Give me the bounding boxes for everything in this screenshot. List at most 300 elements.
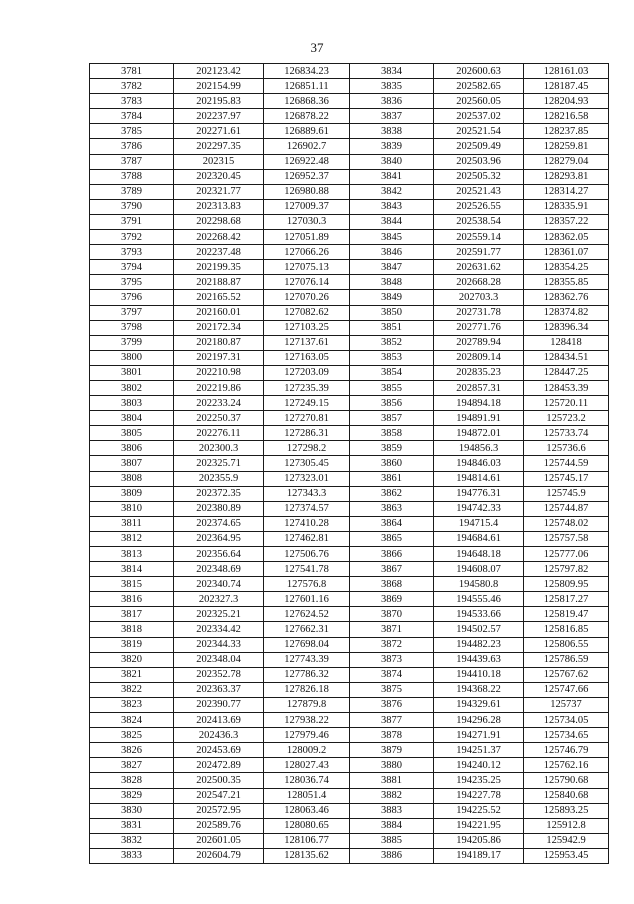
x-coordinate-left-cell: 202436.3: [174, 728, 264, 743]
x-coordinate-left-cell: 202356.64: [174, 547, 264, 562]
x-coordinate-left-cell: 202344.33: [174, 637, 264, 652]
y-coordinate-right-cell: 125736.6: [524, 441, 609, 456]
point-number-right-cell: 3858: [350, 426, 434, 441]
y-coordinate-left-cell: 127343.3: [264, 486, 350, 501]
table-row: [90, 380, 609, 395]
point-number-left-cell: 3809: [90, 486, 174, 501]
x-coordinate-right-cell: 202771.76: [434, 320, 524, 335]
point-number-left-cell: 3832: [90, 833, 174, 848]
y-coordinate-left-cell: 128135.62: [264, 848, 350, 863]
point-number-left-cell: 3811: [90, 516, 174, 531]
table-row: [90, 531, 609, 546]
y-coordinate-left-cell: 127506.76: [264, 547, 350, 562]
y-coordinate-right-cell: 128361.07: [524, 245, 609, 260]
point-number-right-cell: 3876: [350, 697, 434, 712]
y-coordinate-right-cell: 128161.03: [524, 64, 609, 79]
x-coordinate-right-cell: 202559.14: [434, 230, 524, 245]
x-coordinate-left-cell: 202210.98: [174, 365, 264, 380]
x-coordinate-right-cell: 202521.43: [434, 184, 524, 199]
point-number-right-cell: 3860: [350, 456, 434, 471]
table-row: [90, 79, 609, 94]
point-number-left-cell: 3800: [90, 350, 174, 365]
y-coordinate-right-cell: 128418: [524, 335, 609, 350]
table-row: [90, 501, 609, 516]
point-number-left-cell: 3797: [90, 305, 174, 320]
y-coordinate-right-cell: 125757.58: [524, 531, 609, 546]
point-number-left-cell: 3810: [90, 501, 174, 516]
table-row: [90, 214, 609, 229]
x-coordinate-right-cell: 202538.54: [434, 214, 524, 229]
x-coordinate-right-cell: 202835.23: [434, 365, 524, 380]
y-coordinate-right-cell: 125737: [524, 697, 609, 712]
point-number-left-cell: 3819: [90, 637, 174, 652]
coordinates-table: [89, 63, 609, 864]
point-number-left-cell: 3781: [90, 64, 174, 79]
y-coordinate-left-cell: 128080.65: [264, 818, 350, 833]
y-coordinate-left-cell: 127076.14: [264, 275, 350, 290]
point-number-right-cell: 3864: [350, 516, 434, 531]
y-coordinate-left-cell: 127137.61: [264, 335, 350, 350]
point-number-left-cell: 3831: [90, 818, 174, 833]
point-number-right-cell: 3867: [350, 562, 434, 577]
table-row: [90, 396, 609, 411]
point-number-left-cell: 3805: [90, 426, 174, 441]
point-number-right-cell: 3869: [350, 592, 434, 607]
table-row: [90, 743, 609, 758]
point-number-left-cell: 3786: [90, 139, 174, 154]
y-coordinate-left-cell: 127051.89: [264, 230, 350, 245]
x-coordinate-right-cell: 202703.3: [434, 290, 524, 305]
y-coordinate-left-cell: 127786.32: [264, 667, 350, 682]
coordinates-table-body: [90, 64, 609, 864]
point-number-right-cell: 3840: [350, 154, 434, 169]
y-coordinate-left-cell: 127066.26: [264, 245, 350, 260]
point-number-right-cell: 3835: [350, 79, 434, 94]
x-coordinate-left-cell: 202315: [174, 154, 264, 169]
y-coordinate-right-cell: 125767.62: [524, 667, 609, 682]
table-row: [90, 788, 609, 803]
table-row: [90, 728, 609, 743]
x-coordinate-left-cell: 202197.31: [174, 350, 264, 365]
y-coordinate-right-cell: 125747.66: [524, 682, 609, 697]
y-coordinate-left-cell: 128063.46: [264, 803, 350, 818]
x-coordinate-left-cell: 202321.77: [174, 184, 264, 199]
y-coordinate-left-cell: 128051.4: [264, 788, 350, 803]
point-number-right-cell: 3842: [350, 184, 434, 199]
x-coordinate-left-cell: 202195.83: [174, 94, 264, 109]
y-coordinate-left-cell: 127662.31: [264, 622, 350, 637]
point-number-right-cell: 3868: [350, 577, 434, 592]
x-coordinate-left-cell: 202500.35: [174, 773, 264, 788]
point-number-right-cell: 3886: [350, 848, 434, 863]
y-coordinate-left-cell: 127298.2: [264, 441, 350, 456]
point-number-left-cell: 3801: [90, 365, 174, 380]
x-coordinate-right-cell: 202526.55: [434, 199, 524, 214]
y-coordinate-right-cell: 125720.11: [524, 396, 609, 411]
x-coordinate-left-cell: 202340.74: [174, 577, 264, 592]
y-coordinate-left-cell: 128009.2: [264, 743, 350, 758]
point-number-right-cell: 3843: [350, 199, 434, 214]
y-coordinate-left-cell: 127249.15: [264, 396, 350, 411]
table-row: [90, 64, 609, 79]
x-coordinate-right-cell: 194776.31: [434, 486, 524, 501]
y-coordinate-left-cell: 128027.43: [264, 758, 350, 773]
y-coordinate-left-cell: 127826.18: [264, 682, 350, 697]
table-row: [90, 290, 609, 305]
table-row: [90, 848, 609, 863]
x-coordinate-left-cell: 202268.42: [174, 230, 264, 245]
point-number-right-cell: 3834: [350, 64, 434, 79]
x-coordinate-left-cell: 202547.21: [174, 788, 264, 803]
y-coordinate-left-cell: 126952.37: [264, 169, 350, 184]
point-number-left-cell: 3788: [90, 169, 174, 184]
x-coordinate-left-cell: 202276.11: [174, 426, 264, 441]
x-coordinate-left-cell: 202233.24: [174, 396, 264, 411]
x-coordinate-left-cell: 202334.42: [174, 622, 264, 637]
point-number-left-cell: 3783: [90, 94, 174, 109]
x-coordinate-left-cell: 202250.37: [174, 411, 264, 426]
y-coordinate-right-cell: 128335.91: [524, 199, 609, 214]
table-row: [90, 667, 609, 682]
point-number-left-cell: 3826: [90, 743, 174, 758]
table-row: [90, 682, 609, 697]
x-coordinate-right-cell: 202582.65: [434, 79, 524, 94]
y-coordinate-right-cell: 125734.05: [524, 713, 609, 728]
point-number-left-cell: 3817: [90, 607, 174, 622]
x-coordinate-left-cell: 202380.89: [174, 501, 264, 516]
point-number-left-cell: 3822: [90, 682, 174, 697]
x-coordinate-right-cell: 194846.03: [434, 456, 524, 471]
x-coordinate-left-cell: 202154.99: [174, 79, 264, 94]
table-row: [90, 154, 609, 169]
point-number-left-cell: 3796: [90, 290, 174, 305]
x-coordinate-left-cell: 202165.52: [174, 290, 264, 305]
point-number-right-cell: 3855: [350, 380, 434, 395]
y-coordinate-left-cell: 127009.37: [264, 199, 350, 214]
point-number-right-cell: 3870: [350, 607, 434, 622]
point-number-right-cell: 3854: [350, 365, 434, 380]
point-number-right-cell: 3844: [350, 214, 434, 229]
y-coordinate-right-cell: 125942.9: [524, 833, 609, 848]
x-coordinate-left-cell: 202325.21: [174, 607, 264, 622]
x-coordinate-right-cell: 194235.25: [434, 773, 524, 788]
y-coordinate-right-cell: 128453.39: [524, 380, 609, 395]
y-coordinate-right-cell: 125953.45: [524, 848, 609, 863]
y-coordinate-right-cell: 125723.2: [524, 411, 609, 426]
y-coordinate-left-cell: 127235.39: [264, 380, 350, 395]
x-coordinate-right-cell: 194439.63: [434, 652, 524, 667]
x-coordinate-left-cell: 202348.04: [174, 652, 264, 667]
y-coordinate-left-cell: 127374.57: [264, 501, 350, 516]
x-coordinate-right-cell: 194251.37: [434, 743, 524, 758]
point-number-right-cell: 3853: [350, 350, 434, 365]
y-coordinate-left-cell: 126889.61: [264, 124, 350, 139]
point-number-left-cell: 3807: [90, 456, 174, 471]
y-coordinate-right-cell: 128357.22: [524, 214, 609, 229]
x-coordinate-right-cell: 194240.12: [434, 758, 524, 773]
x-coordinate-left-cell: 202390.77: [174, 697, 264, 712]
x-coordinate-left-cell: 202325.71: [174, 456, 264, 471]
table-row: [90, 426, 609, 441]
x-coordinate-left-cell: 202199.35: [174, 260, 264, 275]
x-coordinate-left-cell: 202348.69: [174, 562, 264, 577]
x-coordinate-right-cell: 194227.78: [434, 788, 524, 803]
point-number-left-cell: 3806: [90, 441, 174, 456]
x-coordinate-left-cell: 202472.89: [174, 758, 264, 773]
point-number-left-cell: 3818: [90, 622, 174, 637]
point-number-left-cell: 3824: [90, 713, 174, 728]
table-row: [90, 622, 609, 637]
point-number-right-cell: 3861: [350, 471, 434, 486]
y-coordinate-left-cell: 127163.05: [264, 350, 350, 365]
table-row: [90, 230, 609, 245]
y-coordinate-left-cell: 126878.22: [264, 109, 350, 124]
x-coordinate-right-cell: 202731.78: [434, 305, 524, 320]
x-coordinate-right-cell: 202668.28: [434, 275, 524, 290]
point-number-left-cell: 3782: [90, 79, 174, 94]
point-number-left-cell: 3823: [90, 697, 174, 712]
y-coordinate-right-cell: 128374.82: [524, 305, 609, 320]
y-coordinate-right-cell: 125734.65: [524, 728, 609, 743]
table-row: [90, 124, 609, 139]
point-number-right-cell: 3849: [350, 290, 434, 305]
x-coordinate-right-cell: 202857.31: [434, 380, 524, 395]
y-coordinate-right-cell: 125777.06: [524, 547, 609, 562]
point-number-left-cell: 3813: [90, 547, 174, 562]
point-number-left-cell: 3784: [90, 109, 174, 124]
point-number-right-cell: 3848: [350, 275, 434, 290]
y-coordinate-right-cell: 128293.81: [524, 169, 609, 184]
point-number-left-cell: 3802: [90, 380, 174, 395]
y-coordinate-left-cell: 126851.11: [264, 79, 350, 94]
x-coordinate-right-cell: 194608.07: [434, 562, 524, 577]
point-number-left-cell: 3794: [90, 260, 174, 275]
table-row: [90, 260, 609, 275]
point-number-right-cell: 3872: [350, 637, 434, 652]
point-number-left-cell: 3814: [90, 562, 174, 577]
x-coordinate-right-cell: 194329.61: [434, 697, 524, 712]
y-coordinate-left-cell: 127075.13: [264, 260, 350, 275]
y-coordinate-right-cell: 128216.58: [524, 109, 609, 124]
x-coordinate-left-cell: 202601.05: [174, 833, 264, 848]
y-coordinate-left-cell: 127070.26: [264, 290, 350, 305]
y-coordinate-left-cell: 127938.22: [264, 713, 350, 728]
point-number-right-cell: 3885: [350, 833, 434, 848]
y-coordinate-right-cell: 125786.59: [524, 652, 609, 667]
x-coordinate-right-cell: 194221.95: [434, 818, 524, 833]
point-number-right-cell: 3836: [350, 94, 434, 109]
table-row: [90, 637, 609, 652]
table-row: [90, 139, 609, 154]
x-coordinate-left-cell: 202364.95: [174, 531, 264, 546]
x-coordinate-right-cell: 194648.18: [434, 547, 524, 562]
x-coordinate-left-cell: 202188.87: [174, 275, 264, 290]
y-coordinate-right-cell: 125745.17: [524, 471, 609, 486]
y-coordinate-right-cell: 125790.68: [524, 773, 609, 788]
y-coordinate-left-cell: 127743.39: [264, 652, 350, 667]
x-coordinate-left-cell: 202123.42: [174, 64, 264, 79]
point-number-left-cell: 3833: [90, 848, 174, 863]
x-coordinate-left-cell: 202372.35: [174, 486, 264, 501]
point-number-left-cell: 3827: [90, 758, 174, 773]
point-number-right-cell: 3857: [350, 411, 434, 426]
x-coordinate-right-cell: 194225.52: [434, 803, 524, 818]
y-coordinate-left-cell: 126980.88: [264, 184, 350, 199]
table-row: [90, 833, 609, 848]
point-number-left-cell: 3792: [90, 230, 174, 245]
y-coordinate-left-cell: 128106.77: [264, 833, 350, 848]
table-row: [90, 320, 609, 335]
point-number-left-cell: 3789: [90, 184, 174, 199]
x-coordinate-right-cell: 202521.54: [434, 124, 524, 139]
y-coordinate-left-cell: 127576.8: [264, 577, 350, 592]
x-coordinate-left-cell: 202604.79: [174, 848, 264, 863]
y-coordinate-right-cell: 128354.25: [524, 260, 609, 275]
point-number-left-cell: 3825: [90, 728, 174, 743]
point-number-right-cell: 3884: [350, 818, 434, 833]
point-number-right-cell: 3871: [350, 622, 434, 637]
y-coordinate-left-cell: 127030.3: [264, 214, 350, 229]
x-coordinate-left-cell: 202160.01: [174, 305, 264, 320]
y-coordinate-left-cell: 127203.09: [264, 365, 350, 380]
x-coordinate-right-cell: 194856.3: [434, 441, 524, 456]
point-number-right-cell: 3847: [350, 260, 434, 275]
point-number-right-cell: 3878: [350, 728, 434, 743]
x-coordinate-left-cell: 202300.3: [174, 441, 264, 456]
y-coordinate-right-cell: 125744.87: [524, 501, 609, 516]
table-row: [90, 652, 609, 667]
x-coordinate-right-cell: 194872.01: [434, 426, 524, 441]
x-coordinate-right-cell: 202631.62: [434, 260, 524, 275]
y-coordinate-left-cell: 127323.01: [264, 471, 350, 486]
table-row: [90, 456, 609, 471]
table-row: [90, 94, 609, 109]
y-coordinate-right-cell: 125893.25: [524, 803, 609, 818]
x-coordinate-left-cell: 202172.34: [174, 320, 264, 335]
point-number-right-cell: 3852: [350, 335, 434, 350]
y-coordinate-right-cell: 125819.47: [524, 607, 609, 622]
y-coordinate-left-cell: 127305.45: [264, 456, 350, 471]
table-row: [90, 199, 609, 214]
table-row: [90, 335, 609, 350]
y-coordinate-left-cell: 127979.46: [264, 728, 350, 743]
x-coordinate-left-cell: 202327.3: [174, 592, 264, 607]
y-coordinate-right-cell: 125746.79: [524, 743, 609, 758]
x-coordinate-right-cell: 194894.18: [434, 396, 524, 411]
x-coordinate-left-cell: 202413.69: [174, 713, 264, 728]
point-number-right-cell: 3837: [350, 109, 434, 124]
y-coordinate-right-cell: 125806.55: [524, 637, 609, 652]
table-row: [90, 275, 609, 290]
x-coordinate-left-cell: 202355.9: [174, 471, 264, 486]
y-coordinate-right-cell: 125762.16: [524, 758, 609, 773]
point-number-right-cell: 3880: [350, 758, 434, 773]
x-coordinate-right-cell: 194891.91: [434, 411, 524, 426]
point-number-right-cell: 3863: [350, 501, 434, 516]
point-number-left-cell: 3799: [90, 335, 174, 350]
y-coordinate-right-cell: 128187.45: [524, 79, 609, 94]
x-coordinate-right-cell: 194533.66: [434, 607, 524, 622]
table-row: [90, 547, 609, 562]
y-coordinate-right-cell: 125817.27: [524, 592, 609, 607]
table-row: [90, 562, 609, 577]
y-coordinate-left-cell: 127270.81: [264, 411, 350, 426]
table-row: [90, 471, 609, 486]
x-coordinate-right-cell: 194502.57: [434, 622, 524, 637]
point-number-right-cell: 3841: [350, 169, 434, 184]
x-coordinate-left-cell: 202237.48: [174, 245, 264, 260]
table-row: [90, 697, 609, 712]
point-number-right-cell: 3851: [350, 320, 434, 335]
x-coordinate-right-cell: 194742.33: [434, 501, 524, 516]
table-row: [90, 245, 609, 260]
x-coordinate-left-cell: 202219.86: [174, 380, 264, 395]
point-number-left-cell: 3791: [90, 214, 174, 229]
table-row: [90, 365, 609, 380]
x-coordinate-left-cell: 202298.68: [174, 214, 264, 229]
y-coordinate-right-cell: 128447.25: [524, 365, 609, 380]
point-number-left-cell: 3795: [90, 275, 174, 290]
point-number-right-cell: 3862: [350, 486, 434, 501]
point-number-right-cell: 3866: [350, 547, 434, 562]
point-number-right-cell: 3879: [350, 743, 434, 758]
y-coordinate-left-cell: 126834.23: [264, 64, 350, 79]
point-number-left-cell: 3793: [90, 245, 174, 260]
y-coordinate-right-cell: 125840.68: [524, 788, 609, 803]
point-number-right-cell: 3838: [350, 124, 434, 139]
x-coordinate-right-cell: 202789.94: [434, 335, 524, 350]
table-row: [90, 184, 609, 199]
y-coordinate-right-cell: 128279.04: [524, 154, 609, 169]
y-coordinate-right-cell: 128362.05: [524, 230, 609, 245]
point-number-right-cell: 3846: [350, 245, 434, 260]
x-coordinate-left-cell: 202374.65: [174, 516, 264, 531]
table-row: [90, 350, 609, 365]
x-coordinate-right-cell: 202509.49: [434, 139, 524, 154]
table-row: [90, 713, 609, 728]
point-number-left-cell: 3790: [90, 199, 174, 214]
point-number-left-cell: 3787: [90, 154, 174, 169]
table-row: [90, 773, 609, 788]
x-coordinate-right-cell: 194205.86: [434, 833, 524, 848]
y-coordinate-right-cell: 128314.27: [524, 184, 609, 199]
y-coordinate-left-cell: 126922.48: [264, 154, 350, 169]
y-coordinate-right-cell: 125797.82: [524, 562, 609, 577]
table-row: [90, 803, 609, 818]
point-number-right-cell: 3845: [350, 230, 434, 245]
y-coordinate-right-cell: 128396.34: [524, 320, 609, 335]
point-number-left-cell: 3815: [90, 577, 174, 592]
x-coordinate-right-cell: 194410.18: [434, 667, 524, 682]
point-number-left-cell: 3804: [90, 411, 174, 426]
x-coordinate-right-cell: 194271.91: [434, 728, 524, 743]
point-number-left-cell: 3803: [90, 396, 174, 411]
y-coordinate-right-cell: 125745.9: [524, 486, 609, 501]
table-row: [90, 305, 609, 320]
x-coordinate-right-cell: 202809.14: [434, 350, 524, 365]
y-coordinate-right-cell: 125748.02: [524, 516, 609, 531]
x-coordinate-right-cell: 194368.22: [434, 682, 524, 697]
table-row: [90, 758, 609, 773]
point-number-left-cell: 3821: [90, 667, 174, 682]
point-number-right-cell: 3856: [350, 396, 434, 411]
y-coordinate-right-cell: 128362.76: [524, 290, 609, 305]
y-coordinate-right-cell: 128204.93: [524, 94, 609, 109]
point-number-left-cell: 3816: [90, 592, 174, 607]
table-row: [90, 607, 609, 622]
x-coordinate-left-cell: 202313.83: [174, 199, 264, 214]
y-coordinate-right-cell: 125733.74: [524, 426, 609, 441]
